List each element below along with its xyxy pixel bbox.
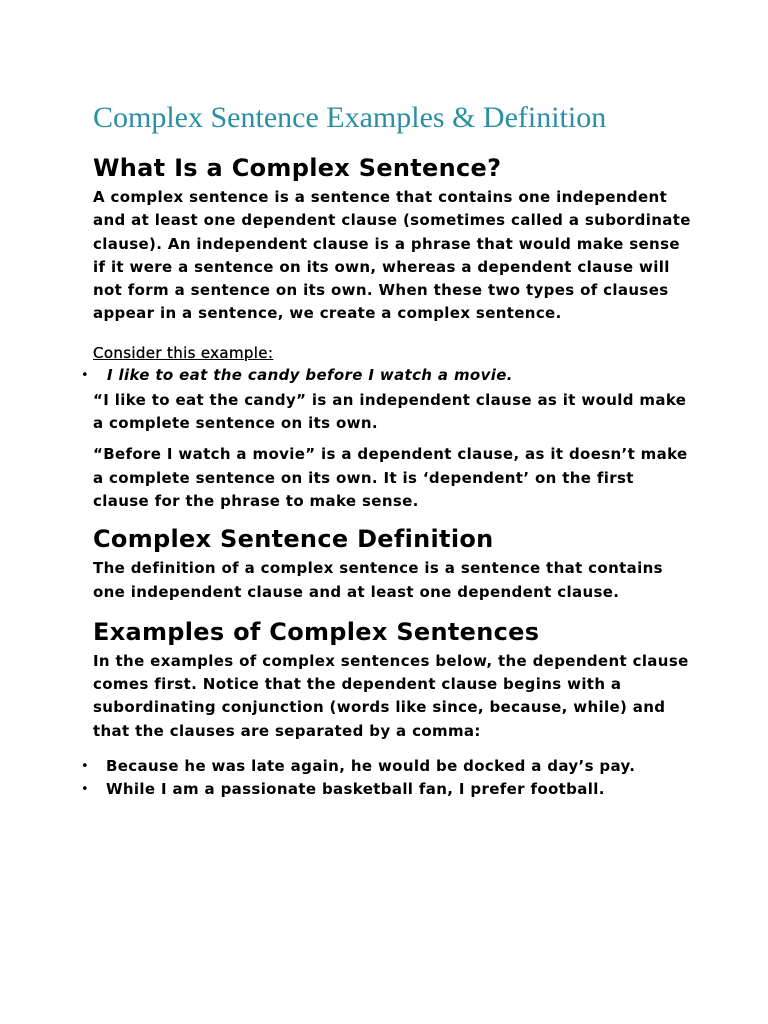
explanation-independent: “I like to eat the candy” is an independent clause as it would make a complete sentence on its own. bbox=[93, 390, 687, 433]
section-paragraph-examples: In the examples of complex sentences below, the dependent clause comes first. Notice that the dependent clause begins with a subordinating conjunction (words like since, because, while) and that the clauses are separated by a comma: bbox=[93, 651, 689, 740]
bullet-icon: • bbox=[81, 367, 90, 383]
example-text: While I am a passionate basketball fan, I prefer football. bbox=[106, 780, 605, 799]
section-what-is bbox=[81, 152, 693, 513]
complex-sentence-examples-list bbox=[81, 755, 693, 801]
example-sentence: I like to eat the candy before I watch a movie. bbox=[107, 365, 513, 384]
bullet-icon: • bbox=[81, 782, 90, 798]
section-definition bbox=[93, 523, 693, 604]
section-heading-what-is: What Is a Complex Sentence? bbox=[93, 154, 502, 182]
section-paragraph-what-is: A complex sentence is a sentence that contains one independent and at least one dependent clause (sometimes called a subordinate clause). An independent clause is a phrase that would make sense if it were a sentence on its own, whereas a dependent clause will not form a sentence on its own. When these two types of clauses appear in a sentence, we create a complex sentence. bbox=[93, 188, 691, 323]
section-heading-definition: Complex Sentence Definition bbox=[93, 525, 494, 554]
bullet-icon: • bbox=[81, 759, 90, 775]
consider-example-label: Consider this example: bbox=[93, 343, 274, 362]
example-list bbox=[81, 364, 693, 387]
section-examples bbox=[81, 616, 693, 801]
list-item bbox=[81, 364, 693, 387]
document-title: Complex Sentence Examples & Definition bbox=[93, 101, 607, 134]
section-heading-examples: Examples of Complex Sentences bbox=[93, 617, 540, 646]
list-item bbox=[81, 755, 693, 778]
section-paragraph-definition: The definition of a complex sentence is a sentence that contains one independent clause and at least one dependent clause. bbox=[93, 559, 663, 601]
example-text: Because he was late again, he would be docked a day’s pay. bbox=[106, 757, 636, 776]
list-item bbox=[81, 778, 693, 801]
explanation-dependent: “Before I watch a movie” is a dependent clause, as it doesn’t make a complete sentence on its own. It is ‘dependent’ on the first clause for the phrase to make sense. bbox=[93, 445, 688, 510]
document-page bbox=[81, 95, 693, 801]
